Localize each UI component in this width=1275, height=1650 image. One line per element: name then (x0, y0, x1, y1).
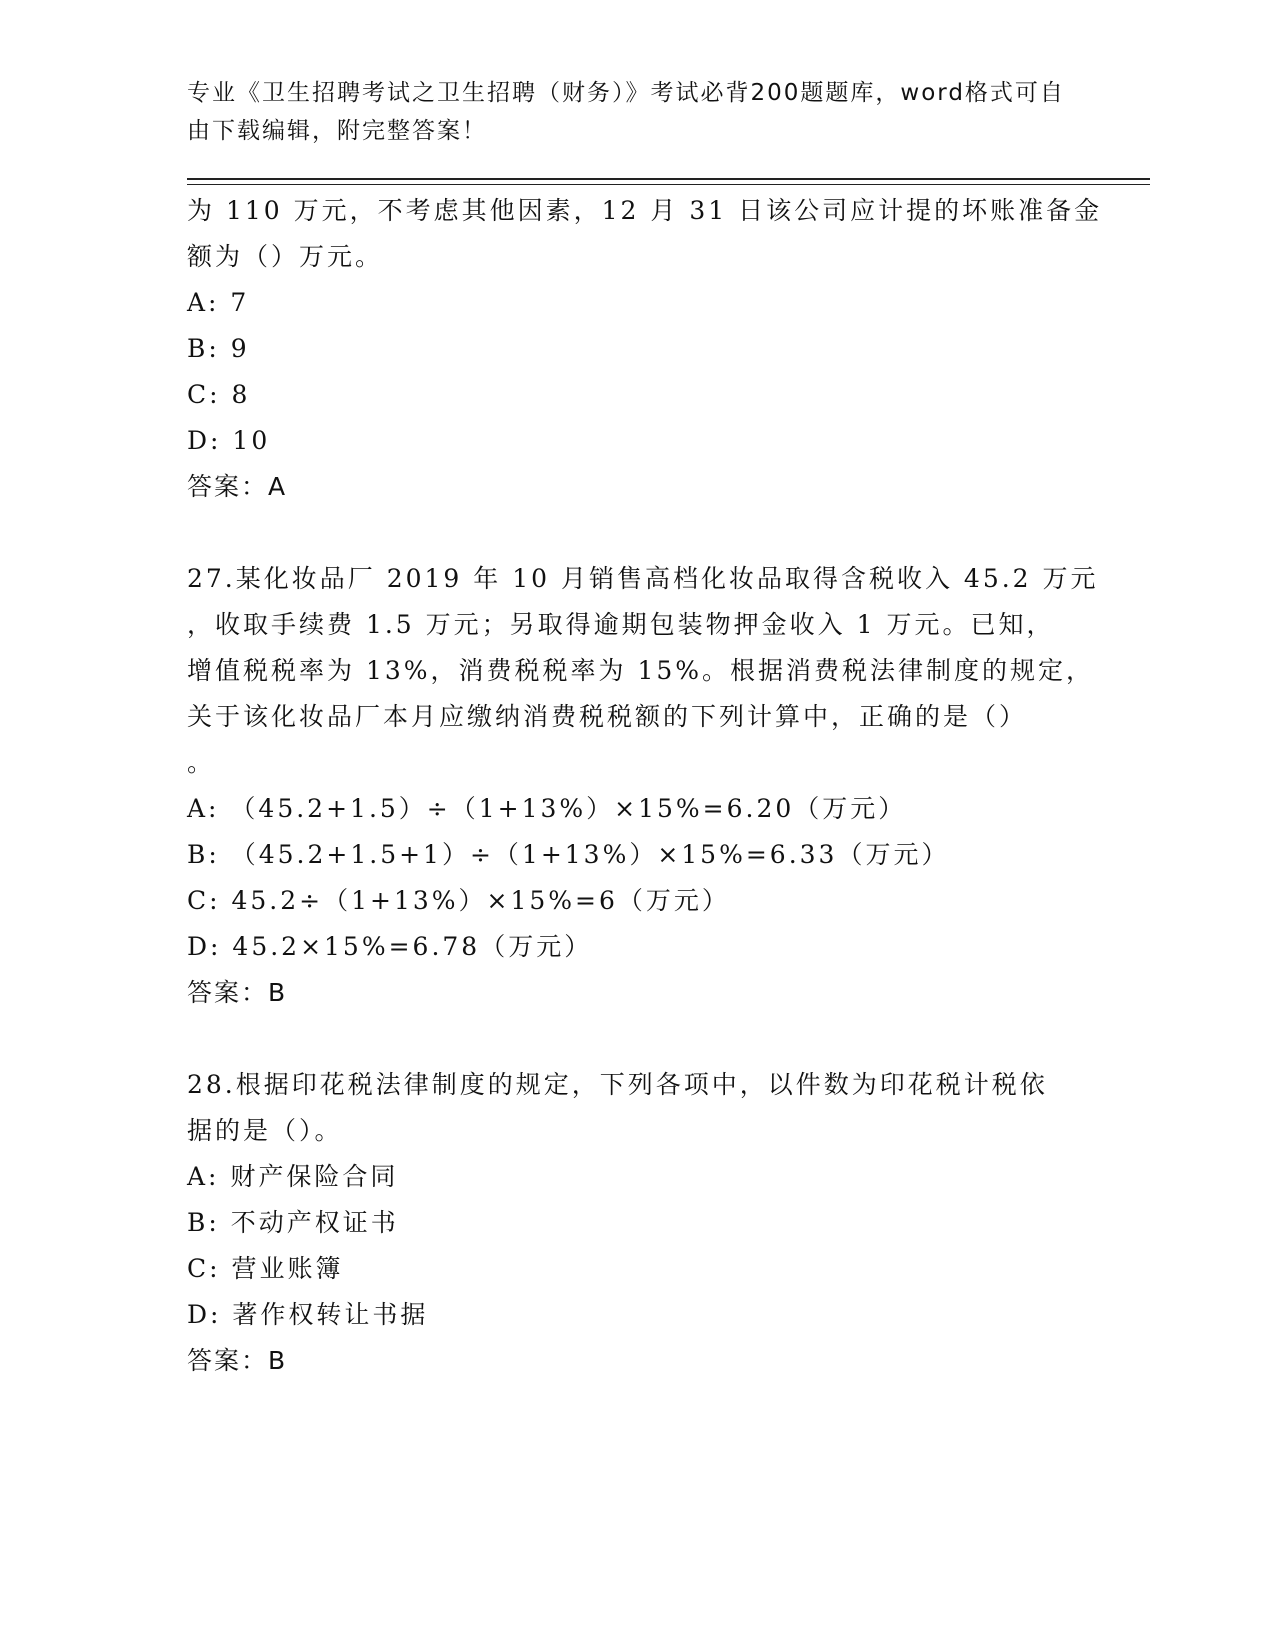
option-c: C: 8 (187, 380, 251, 409)
answer-line: 答案：B (187, 978, 288, 1007)
question-stem-line: 为 110 万元，不考虑其他因素，12 月 31 日该公司应计提的坏账准备金 (187, 196, 1103, 225)
option-c: C: 45.2÷（1+13%）×15%=6（万元） (187, 886, 730, 915)
option-b: B: 9 (187, 334, 250, 363)
document-body (187, 188, 1103, 1384)
question-stem-line: 增值税税率为 13%，消费税税率为 15%。根据消费税法律制度的规定， (187, 656, 1095, 685)
question-stem-line: 额为（）万元。 (187, 242, 384, 271)
option-a: A: 7 (187, 288, 250, 317)
question-26 (187, 188, 1103, 510)
option-b: B: （45.2+1.5+1）÷（1+13%）×15%=6.33（万元） (187, 840, 950, 869)
option-b: B: 不动产权证书 (187, 1208, 399, 1237)
question-stem-line: 关于该化妆品厂本月应缴纳消费税税额的下列计算中，正确的是（） (187, 702, 1028, 731)
option-d: D: 45.2×15%=6.78（万元） (187, 932, 593, 961)
question-stem-line: 28.根据印花税法律制度的规定，下列各项中，以件数为印花税计税依 (187, 1070, 1048, 1099)
question-27 (187, 556, 1099, 1016)
option-a: A: 财产保险合同 (187, 1162, 399, 1191)
header-divider-thick (187, 178, 1150, 180)
option-c: C: 营业账簿 (187, 1254, 344, 1283)
question-28 (187, 1062, 1087, 1384)
answer-line: 答案：B (187, 1346, 288, 1375)
answer-line: 答案：A (187, 472, 288, 501)
option-a: A: （45.2+1.5）÷（1+13%）×15%=6.20（万元） (187, 794, 907, 823)
spacer (187, 510, 1087, 556)
question-stem-line: ，收取手续费 1.5 万元；另取得逾期包装物押金收入 1 万元。已知， (187, 610, 1055, 639)
question-stem-line: 据的是（）。 (187, 1116, 343, 1145)
header-line-1: 专业《卫生招聘考试之卫生招聘（财务）》考试必背200题题库，word格式可自 (187, 80, 1065, 106)
spacer (187, 1016, 1087, 1062)
question-stem-line: 。 (187, 748, 216, 777)
question-stem-line: 27.某化妆品厂 2019 年 10 月销售高档化妆品取得含税收入 45.2 万元 (187, 564, 1099, 593)
header-line-2: 由下载编辑，附完整答案！ (187, 118, 487, 144)
header-divider-thin (187, 184, 1150, 185)
option-d: D: 著作权转让书据 (187, 1300, 429, 1329)
document-header (187, 74, 1067, 150)
option-d: D: 10 (187, 426, 271, 455)
